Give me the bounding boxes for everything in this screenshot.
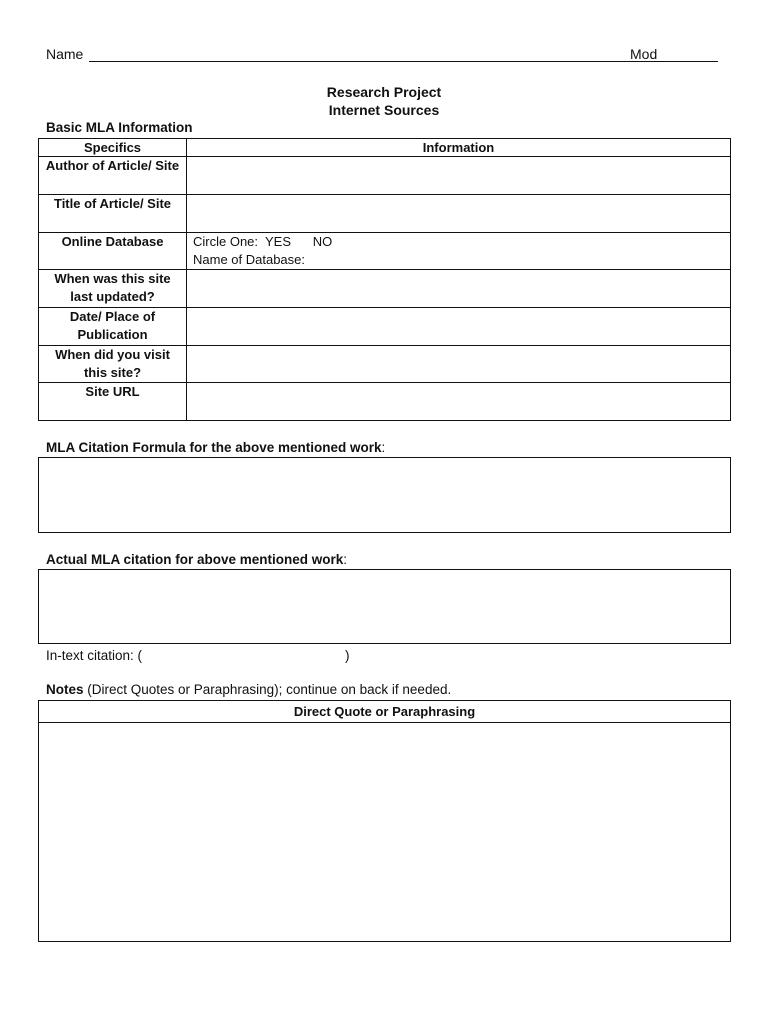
page-title: Research Project bbox=[326, 84, 442, 100]
basic-info-table bbox=[38, 138, 731, 421]
table-row bbox=[39, 233, 731, 270]
basic-info-heading: Basic MLA Information bbox=[46, 120, 193, 135]
formula-heading bbox=[46, 440, 385, 455]
table-row bbox=[39, 308, 731, 346]
col-information: Information bbox=[187, 139, 731, 157]
row-info-field[interactable] bbox=[187, 346, 731, 383]
circle-one-text: Circle One: YES NO bbox=[193, 234, 333, 249]
notes-instructions: (Direct Quotes or Paraphrasing); continue on back if needed. bbox=[83, 682, 452, 697]
formula-heading-colon: : bbox=[381, 440, 386, 455]
table-row bbox=[39, 346, 731, 383]
row-spec-label: When was this site last updated? bbox=[39, 270, 187, 308]
row-info-field[interactable] bbox=[187, 195, 731, 233]
row-spec-label: Author of Article/ Site bbox=[39, 157, 187, 195]
name-label: Name bbox=[46, 46, 84, 62]
row-spec-label: Online Database bbox=[39, 233, 187, 270]
mod-label: Mod bbox=[630, 46, 658, 62]
row-info-field[interactable] bbox=[187, 233, 731, 270]
in-text-citation-close: ) bbox=[345, 648, 350, 663]
formula-box[interactable] bbox=[38, 457, 731, 533]
actual-citation-box[interactable] bbox=[38, 569, 731, 644]
in-text-citation-label: In-text citation: ( bbox=[46, 648, 143, 663]
mod-blank[interactable] bbox=[664, 61, 718, 62]
notes-bold: Notes bbox=[46, 682, 84, 697]
row-spec-label: When did you visit this site? bbox=[39, 346, 187, 383]
database-name-text: Name of Database: bbox=[193, 252, 306, 267]
actual-heading bbox=[46, 552, 347, 567]
row-info-field[interactable] bbox=[187, 308, 731, 346]
row-spec-label: Title of Article/ Site bbox=[39, 195, 187, 233]
table-header-row bbox=[39, 139, 731, 157]
row-info-field[interactable] bbox=[187, 383, 731, 421]
table-row bbox=[39, 270, 731, 308]
page-subtitle: Internet Sources bbox=[328, 102, 440, 118]
name-blank[interactable] bbox=[89, 61, 668, 62]
actual-heading-colon: : bbox=[343, 552, 348, 567]
col-specifics: Specifics bbox=[39, 139, 187, 157]
notes-heading bbox=[46, 682, 451, 697]
notes-header-row bbox=[39, 701, 731, 723]
notes-col-header: Direct Quote or Paraphrasing bbox=[39, 701, 731, 723]
table-row bbox=[39, 383, 731, 421]
name-mod-line bbox=[46, 46, 718, 66]
notes-body-row bbox=[39, 723, 731, 942]
row-info-field[interactable] bbox=[187, 270, 731, 308]
formula-heading-text: MLA Citation Formula for the above mentioned work bbox=[46, 440, 382, 455]
row-spec-label: Site URL bbox=[39, 383, 187, 421]
table-row bbox=[39, 195, 731, 233]
notes-table bbox=[38, 700, 731, 942]
row-info-field[interactable] bbox=[187, 157, 731, 195]
actual-heading-text: Actual MLA citation for above mentioned work bbox=[46, 552, 344, 567]
table-row bbox=[39, 157, 731, 195]
row-spec-label: Date/ Place of Publication bbox=[39, 308, 187, 346]
notes-area[interactable] bbox=[39, 723, 731, 942]
